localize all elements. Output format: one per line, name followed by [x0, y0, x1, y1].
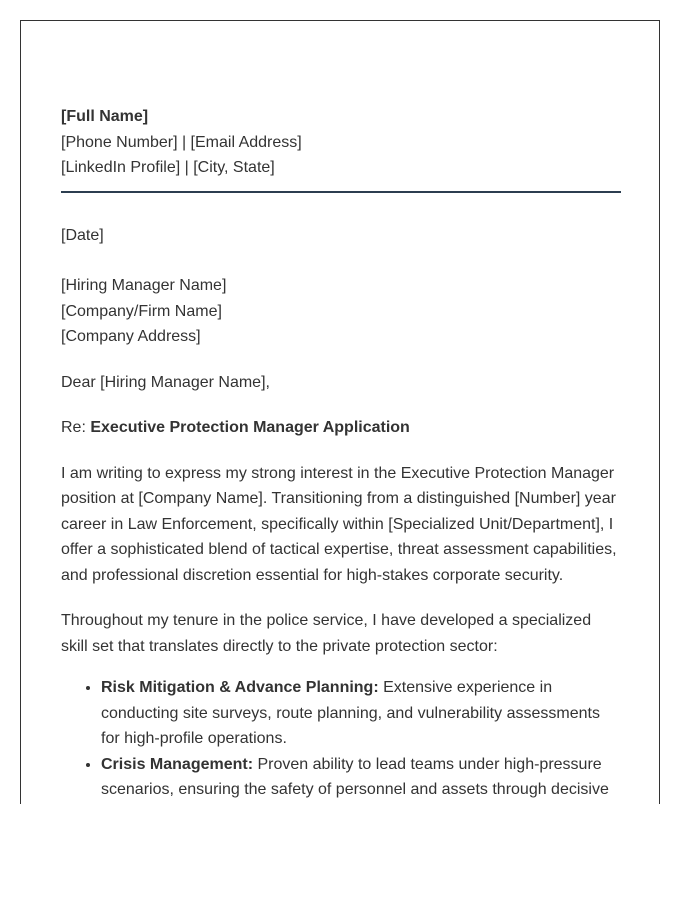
letter-header [61, 104, 621, 181]
list-item-text: Proven ability to lead teams under high-pressure scenarios, ensuring the safety of personnel and assets through decisive [101, 755, 609, 798]
body-paragraph-intro: I am writing to express my strong interest in the Executive Protection Manager position at [Company Name]. Transitioning from a distinguished [Number] year career in Law Enforcement, specifically within [Specialized Unit/Department], I offer a sophisticated blend of tactical expertise, threat assessment capabilities, and professional discretion essential for high-stakes corporate security. [61, 464, 617, 584]
list-item [101, 675, 621, 752]
list-item-text: Extensive experience in conducting site surveys, route planning, and vulnerability assessments for high-profile operations. [101, 679, 600, 747]
contact-line-linkedin-city: [LinkedIn Profile] | [City, State] [61, 159, 275, 176]
subject-line [61, 415, 621, 441]
skills-list [61, 675, 621, 803]
subject-text: Executive Protection Manager Application [90, 419, 410, 436]
salutation: Dear [Hiring Manager Name], [61, 373, 270, 391]
list-item-title: Crisis Management: [101, 755, 254, 773]
header-divider [61, 191, 621, 193]
recipient-block [61, 273, 621, 350]
recipient-company: [Company/Firm Name] [61, 302, 222, 320]
letter-date: [Date] [61, 226, 104, 244]
list-item-title: Risk Mitigation & Advance Planning: [101, 679, 379, 696]
list-item [101, 752, 621, 803]
full-name: [Full Name] [61, 108, 149, 125]
recipient-hiring-manager: [Hiring Manager Name] [61, 277, 227, 294]
letter-page [20, 20, 660, 804]
letter-content [61, 104, 621, 803]
recipient-address: [Company Address] [61, 328, 201, 345]
body-paragraph-skills: Throughout my tenure in the police service, I have developed a specialized skill set that translates directly to the private protection sector: [61, 612, 592, 655]
contact-line-phone-email: [Phone Number] | [Email Address] [61, 133, 302, 151]
subject-prefix: Re: [61, 419, 91, 436]
